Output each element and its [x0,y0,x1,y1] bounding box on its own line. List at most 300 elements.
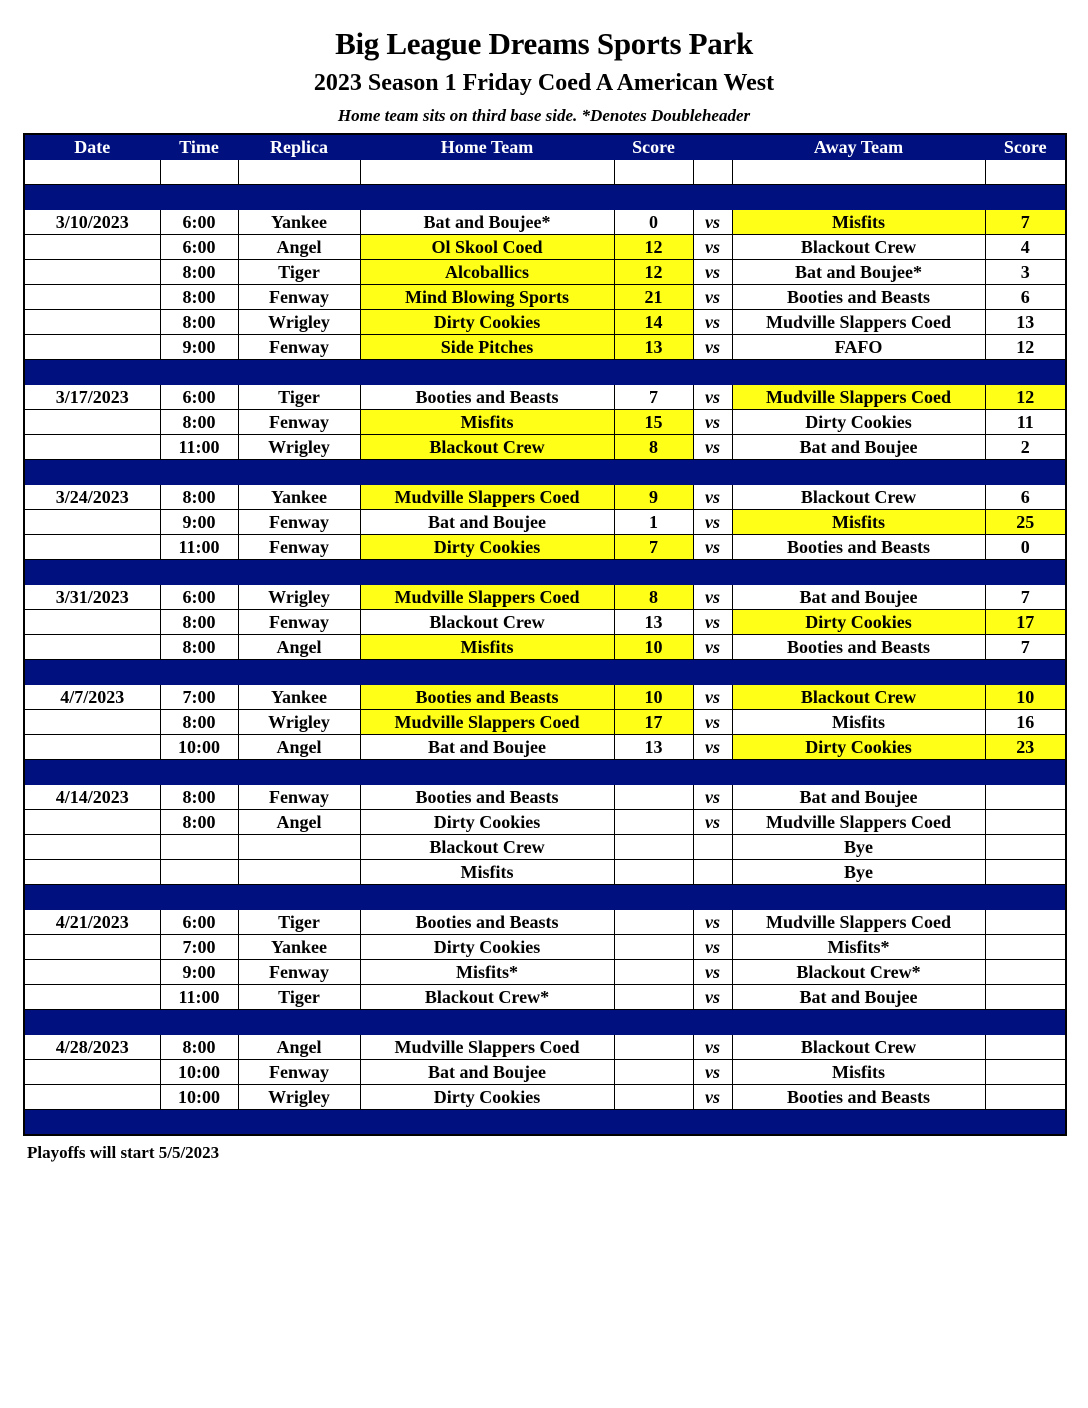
separator-cell [24,560,160,585]
game-time-cell: 11:00 [160,535,238,560]
game-row [24,285,1066,310]
game-date-cell [24,985,160,1010]
home-team-cell: Ol Skool Coed [360,235,614,260]
separator-cell [360,885,614,910]
separator-cell [732,760,985,785]
separator-cell [614,360,693,385]
game-row [24,510,1066,535]
game-row [24,235,1066,260]
away-team-cell: Bye [732,860,985,885]
separator-cell [160,660,238,685]
game-date-cell [24,235,160,260]
away-score-cell: 0 [985,535,1066,560]
separator-cell [360,1110,614,1136]
game-time-cell: 6:00 [160,385,238,410]
blank-cell [360,160,614,185]
col-header-home-score: Score [614,134,693,160]
game-date-cell [24,260,160,285]
game-row [24,610,1066,635]
vs-cell: vs [693,910,732,935]
home-team-cell: Dirty Cookies [360,310,614,335]
game-date-cell: 4/14/2023 [24,785,160,810]
vs-cell [693,860,732,885]
game-row [24,960,1066,985]
game-time-cell: 10:00 [160,1085,238,1110]
away-team-cell: Bat and Boujee [732,585,985,610]
blank-cell [693,160,732,185]
vs-cell: vs [693,635,732,660]
home-team-cell: Mudville Slappers Coed [360,585,614,610]
vs-cell: vs [693,310,732,335]
home-score-cell: 12 [614,260,693,285]
home-score-cell: 14 [614,310,693,335]
game-date-cell [24,435,160,460]
separator-cell [238,660,360,685]
game-date-cell [24,860,160,885]
home-team-cell: Misfits [360,860,614,885]
away-team-cell: Mudville Slappers Coed [732,310,985,335]
separator-cell [693,1010,732,1035]
game-time-cell: 10:00 [160,1060,238,1085]
away-team-cell: Mudville Slappers Coed [732,810,985,835]
game-row [24,1035,1066,1060]
separator-cell [693,660,732,685]
home-team-cell: Bat and Boujee* [360,210,614,235]
away-team-cell: Misfits [732,710,985,735]
home-score-cell: 13 [614,735,693,760]
away-team-cell: Misfits [732,1060,985,1085]
week-separator-row [24,885,1066,910]
vs-cell: vs [693,585,732,610]
home-team-cell: Blackout Crew [360,610,614,635]
home-team-cell: Mudville Slappers Coed [360,485,614,510]
game-row [24,1085,1066,1110]
home-score-cell: 13 [614,610,693,635]
separator-cell [160,1010,238,1035]
away-team-cell: FAFO [732,335,985,360]
away-team-cell: Dirty Cookies [732,410,985,435]
col-header-vs [693,134,732,160]
game-time-cell: 8:00 [160,610,238,635]
separator-cell [238,760,360,785]
away-score-cell [985,960,1066,985]
away-team-cell: Mudville Slappers Coed [732,385,985,410]
blank-cell [985,160,1066,185]
week-separator-row [24,1010,1066,1035]
blank-cell [238,160,360,185]
replica-field-cell: Tiger [238,910,360,935]
home-score-cell [614,1085,693,1110]
home-score-cell: 21 [614,285,693,310]
game-row [24,210,1066,235]
away-team-cell: Bye [732,835,985,860]
game-row [24,810,1066,835]
separator-cell [693,360,732,385]
separator-cell [985,1010,1066,1035]
game-time-cell: 8:00 [160,635,238,660]
replica-field-cell: Tiger [238,385,360,410]
home-score-cell [614,810,693,835]
game-time-cell: 11:00 [160,435,238,460]
vs-cell: vs [693,210,732,235]
week-separator-row [24,185,1066,210]
game-time-cell: 8:00 [160,810,238,835]
home-team-cell: Booties and Beasts [360,785,614,810]
game-row [24,835,1066,860]
replica-field-cell: Angel [238,235,360,260]
game-time-cell: 7:00 [160,935,238,960]
game-time-cell: 6:00 [160,235,238,260]
vs-cell: vs [693,710,732,735]
replica-field-cell: Yankee [238,485,360,510]
home-score-cell [614,985,693,1010]
game-time-cell: 8:00 [160,260,238,285]
separator-cell [238,185,360,210]
away-score-cell: 4 [985,235,1066,260]
home-score-cell: 9 [614,485,693,510]
schedule-table [23,133,1067,1136]
vs-cell: vs [693,535,732,560]
away-team-cell: Booties and Beasts [732,285,985,310]
game-date-cell [24,1085,160,1110]
week-separator-row [24,360,1066,385]
away-score-cell: 7 [985,585,1066,610]
away-team-cell: Bat and Boujee [732,985,985,1010]
home-team-cell: Misfits [360,410,614,435]
separator-cell [238,885,360,910]
game-date-cell: 4/28/2023 [24,1035,160,1060]
separator-cell [160,885,238,910]
game-date-cell [24,535,160,560]
game-time-cell: 8:00 [160,285,238,310]
home-score-cell: 17 [614,710,693,735]
away-score-cell: 25 [985,510,1066,535]
separator-cell [360,560,614,585]
home-score-cell: 8 [614,435,693,460]
game-date-cell [24,310,160,335]
home-team-cell: Dirty Cookies [360,810,614,835]
replica-field-cell: Wrigley [238,585,360,610]
blank-cell [732,160,985,185]
away-score-cell [985,860,1066,885]
home-team-cell: Misfits [360,635,614,660]
home-team-cell: Mudville Slappers Coed [360,710,614,735]
col-header-date: Date [24,134,160,160]
game-row [24,310,1066,335]
game-date-cell [24,710,160,735]
game-date-cell [24,960,160,985]
game-row [24,635,1066,660]
game-date-cell [24,810,160,835]
replica-field-cell: Yankee [238,210,360,235]
home-team-cell: Bat and Boujee [360,1060,614,1085]
separator-cell [693,885,732,910]
game-time-cell: 8:00 [160,1035,238,1060]
game-row [24,785,1066,810]
game-time-cell: 10:00 [160,735,238,760]
separator-cell [238,560,360,585]
replica-field-cell [238,860,360,885]
away-score-cell [985,985,1066,1010]
game-row [24,1060,1066,1085]
separator-cell [693,760,732,785]
vs-cell: vs [693,810,732,835]
vs-cell: vs [693,985,732,1010]
away-score-cell [985,810,1066,835]
replica-field-cell: Fenway [238,285,360,310]
separator-cell [614,1110,693,1136]
away-score-cell: 7 [985,635,1066,660]
week-separator-row [24,1110,1066,1136]
separator-cell [693,185,732,210]
game-date-cell [24,835,160,860]
game-row [24,260,1066,285]
home-score-cell [614,1035,693,1060]
away-team-cell: Bat and Boujee* [732,260,985,285]
separator-cell [693,1110,732,1136]
vs-cell: vs [693,385,732,410]
home-team-cell: Dirty Cookies [360,535,614,560]
separator-cell [160,760,238,785]
separator-cell [693,460,732,485]
home-team-cell: Booties and Beasts [360,385,614,410]
separator-cell [985,360,1066,385]
vs-cell: vs [693,610,732,635]
separator-cell [238,1110,360,1136]
away-score-cell: 11 [985,410,1066,435]
separator-cell [614,760,693,785]
replica-field-cell: Yankee [238,935,360,960]
vs-cell: vs [693,735,732,760]
away-score-cell [985,1060,1066,1085]
game-date-cell [24,635,160,660]
home-score-cell [614,860,693,885]
away-team-cell: Misfits [732,510,985,535]
away-team-cell: Mudville Slappers Coed [732,910,985,935]
separator-cell [160,460,238,485]
game-row [24,860,1066,885]
away-team-cell: Misfits* [732,935,985,960]
away-team-cell: Bat and Boujee [732,435,985,460]
game-date-cell: 3/24/2023 [24,485,160,510]
week-separator-row [24,760,1066,785]
separator-cell [160,560,238,585]
game-time-cell: 8:00 [160,710,238,735]
week-separator-row [24,560,1066,585]
game-row [24,935,1066,960]
separator-cell [24,460,160,485]
home-score-cell [614,910,693,935]
col-header-time: Time [160,134,238,160]
away-score-cell [985,835,1066,860]
game-time-cell: 7:00 [160,685,238,710]
away-team-cell: Blackout Crew [732,1035,985,1060]
playoffs-note: Playoffs will start 5/5/2023 [27,1143,220,1162]
replica-field-cell: Fenway [238,610,360,635]
separator-cell [238,360,360,385]
game-date-cell: 3/17/2023 [24,385,160,410]
separator-cell [732,1110,985,1136]
separator-cell [238,1010,360,1035]
game-time-cell [160,860,238,885]
home-team-cell: Bat and Boujee [360,735,614,760]
game-date-cell [24,935,160,960]
game-date-cell [24,410,160,435]
game-row [24,585,1066,610]
home-team-cell: Mind Blowing Sports [360,285,614,310]
replica-field-cell: Fenway [238,1060,360,1085]
game-date-cell [24,1060,160,1085]
replica-field-cell: Fenway [238,960,360,985]
game-row [24,435,1066,460]
game-time-cell: 6:00 [160,210,238,235]
separator-cell [360,460,614,485]
replica-field-cell [238,835,360,860]
replica-field-cell: Yankee [238,685,360,710]
vs-cell: vs [693,235,732,260]
replica-field-cell: Wrigley [238,435,360,460]
home-team-cell: Blackout Crew* [360,985,614,1010]
separator-cell [24,360,160,385]
home-score-cell: 10 [614,685,693,710]
game-time-cell: 9:00 [160,510,238,535]
home-score-cell: 13 [614,335,693,360]
away-team-cell: Misfits [732,210,985,235]
separator-cell [985,560,1066,585]
separator-cell [160,185,238,210]
separator-cell [693,560,732,585]
game-time-cell: 6:00 [160,585,238,610]
home-team-cell: Dirty Cookies [360,935,614,960]
home-score-cell [614,935,693,960]
away-score-cell [985,785,1066,810]
separator-cell [614,185,693,210]
separator-cell [614,1010,693,1035]
away-score-cell [985,910,1066,935]
home-team-cell: Blackout Crew [360,835,614,860]
blank-row [24,160,1066,185]
away-team-cell: Blackout Crew* [732,960,985,985]
separator-cell [732,460,985,485]
replica-field-cell: Fenway [238,510,360,535]
home-score-cell: 7 [614,535,693,560]
separator-cell [360,1010,614,1035]
away-score-cell: 6 [985,285,1066,310]
home-score-cell [614,960,693,985]
home-team-cell: Dirty Cookies [360,1085,614,1110]
replica-field-cell: Angel [238,810,360,835]
game-time-cell: 6:00 [160,910,238,935]
game-row [24,735,1066,760]
separator-cell [614,460,693,485]
home-score-cell: 1 [614,510,693,535]
game-time-cell: 8:00 [160,410,238,435]
game-row [24,410,1066,435]
game-row [24,910,1066,935]
home-score-cell: 15 [614,410,693,435]
vs-cell [693,835,732,860]
game-date-cell [24,335,160,360]
game-row [24,485,1066,510]
away-team-cell: Blackout Crew [732,685,985,710]
away-score-cell [985,935,1066,960]
away-team-cell: Booties and Beasts [732,535,985,560]
vs-cell: vs [693,1035,732,1060]
separator-cell [614,885,693,910]
away-score-cell: 16 [985,710,1066,735]
vs-cell: vs [693,785,732,810]
home-score-cell [614,1060,693,1085]
home-team-cell: Mudville Slappers Coed [360,1035,614,1060]
separator-cell [985,660,1066,685]
away-team-cell: Blackout Crew [732,235,985,260]
home-score-cell [614,785,693,810]
game-date-cell: 3/31/2023 [24,585,160,610]
separator-cell [985,460,1066,485]
vs-cell: vs [693,960,732,985]
vs-cell: vs [693,485,732,510]
col-header-home-team: Home Team [360,134,614,160]
game-time-cell: 8:00 [160,310,238,335]
game-date-cell [24,510,160,535]
home-score-cell: 10 [614,635,693,660]
home-score-cell: 0 [614,210,693,235]
vs-cell: vs [693,285,732,310]
header-row [24,134,1066,160]
game-time-cell: 11:00 [160,985,238,1010]
blank-cell [614,160,693,185]
game-date-cell [24,610,160,635]
replica-field-cell: Fenway [238,535,360,560]
away-team-cell: Booties and Beasts [732,635,985,660]
replica-field-cell: Fenway [238,410,360,435]
replica-field-cell: Angel [238,635,360,660]
away-team-cell: Booties and Beasts [732,1085,985,1110]
home-team-cell: Bat and Boujee [360,510,614,535]
schedule-note: Home team sits on third base side. *Denotes Doubleheader [337,106,751,125]
separator-cell [732,660,985,685]
away-score-cell: 17 [985,610,1066,635]
replica-field-cell: Wrigley [238,310,360,335]
replica-field-cell: Fenway [238,335,360,360]
game-row [24,535,1066,560]
vs-cell: vs [693,1060,732,1085]
vs-cell: vs [693,685,732,710]
home-score-cell [614,835,693,860]
home-team-cell: Alcoballics [360,260,614,285]
separator-cell [360,760,614,785]
away-team-cell: Bat and Boujee [732,785,985,810]
col-header-away-score: Score [985,134,1066,160]
vs-cell: vs [693,935,732,960]
away-score-cell [985,1035,1066,1060]
replica-field-cell: Fenway [238,785,360,810]
home-team-cell: Booties and Beasts [360,910,614,935]
away-score-cell: 6 [985,485,1066,510]
away-score-cell: 13 [985,310,1066,335]
separator-cell [24,885,160,910]
home-score-cell: 7 [614,385,693,410]
game-date-cell: 3/10/2023 [24,210,160,235]
separator-cell [732,560,985,585]
separator-cell [24,660,160,685]
replica-field-cell: Angel [238,735,360,760]
game-row [24,985,1066,1010]
home-team-cell: Blackout Crew [360,435,614,460]
schedule-body [24,160,1066,1136]
blank-cell [24,160,160,185]
separator-cell [360,660,614,685]
